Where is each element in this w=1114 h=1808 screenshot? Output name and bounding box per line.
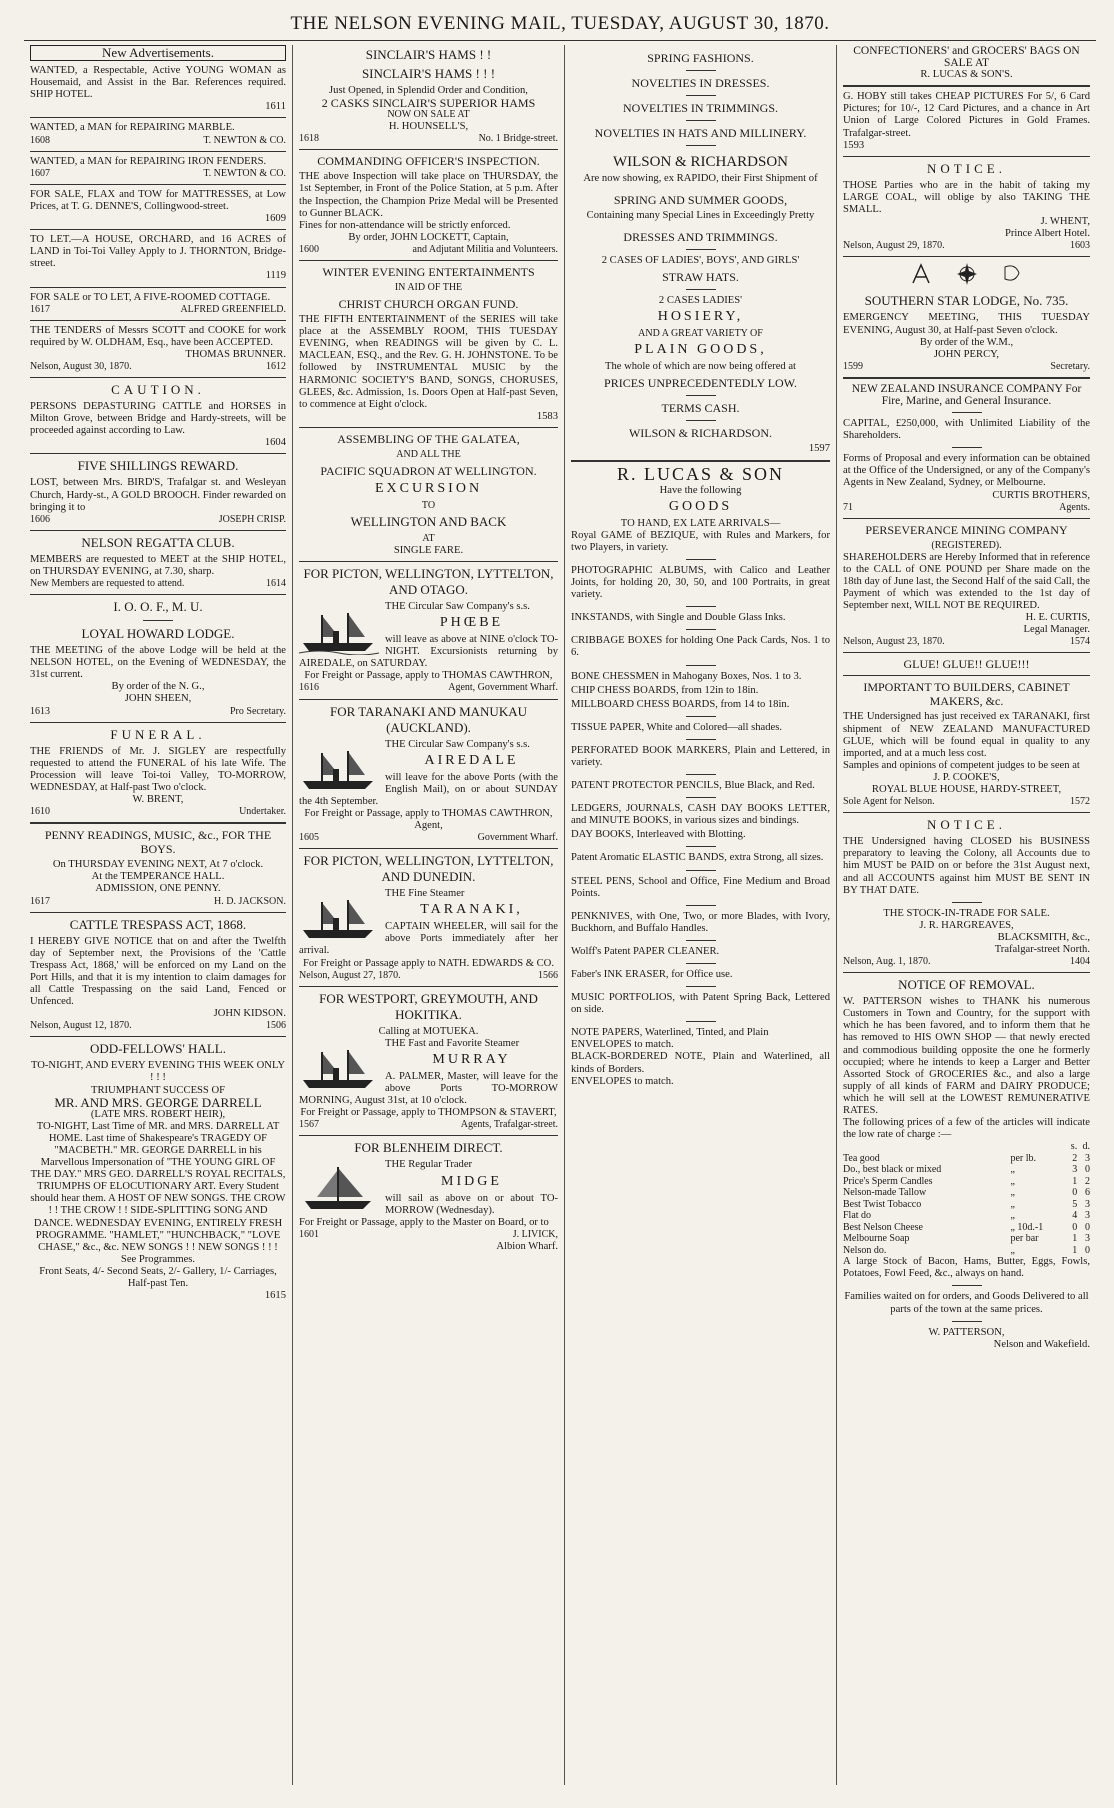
ad-iron-fenders: WANTED, a MAN for REPAIRING IRON FENDERS. 1607 T. NEWTON & CO. xyxy=(30,155,286,179)
list-item: Patent Aromatic ELASTIC BANDS, extra Strong, all sizes. xyxy=(571,852,824,864)
ad-flax: FOR SALE, FLAX and TOW for MATTRESSES, at Low Prices, at T. G. DENNE'S, Collingwood-street. 1609 xyxy=(30,188,286,225)
list-item: PENKNIVES, with One, Two, or more Blades, with Ivory, Buckhorn, and Buffalo Handles. xyxy=(571,910,830,934)
goods-list xyxy=(571,530,830,1088)
table-row: Best Nelson Cheese „ 10d.-1 0 0 xyxy=(843,1221,1090,1233)
ad-cottage: FOR SALE or TO LET, A FIVE-ROOMED COTTAGE. 1617 ALFRED GREENFIELD. xyxy=(30,291,286,315)
winter-heading: WINTER EVENING ENTERTAINMENTS xyxy=(322,265,535,280)
table-row: Melbourne Soap per bar 1 3 xyxy=(843,1233,1090,1245)
westport-heading: FOR WESTPORT, GREYMOUTH, AND HOKITIKA. xyxy=(319,990,538,1022)
new-ads-heading: New Advertisements. xyxy=(30,45,286,61)
column-4: CONFECTIONERS' and GROCERS' BAGS ON SALE AT R. LUCAS & SON'S. G. HOBY still takes CHEAP PICTURES For 5/, 6 Card Pictures; for 10/-, 12 Card Pictures, and a chance in Art Union of Large Colored Pictures in Gold Frames. Trafalgar-street. 1593 NOTICE. THOSE Parties who are in the habit of taking my LARGE COAL, will oblige by also TAKING THE SMALL. J. WHENT, Prince Albert Hotel. Nelson, August 29, 1870. 1603 SOUTHERN STAR LODGE, No. 735. EMERGENCY MEETING, THIS TUESDAY EVENING, August 30, at Half-past Seven o'clock. By order of the W.M., JOHN PERCY, 1599 Secretary. NEW ZEALAND INSURANCE COMPANY For Fire, Marine, and General Insurance. CAPITAL, £250,000, with Unlimited Liability of the Shareholders. Forms of Proposal and every information can be obtained at the Office of the Undersigned, or any of the Company's Agents in New Zealand, Sydney, or Melbourne. CURTIS BROTHERS, 71 Agents. PERSEVERANCE MINING COMPANY (REGISTERED). SHAREHOLDERS are Hereby Informed that in reference to the CALL of ONE POUND per Share made on the 18th day of June last, the Second Half of the said Call, the Payment of which was extended to the 1st day of September next, WILL NOT BE REQUIRED. H. E. CURTIS, Legal Manager. Nelson, August 23, 1870. 1574 GLUE! GLUE!! GLUE!!! IMPORTANT TO BUILDERS, CABINET MAKERS, &c. THE Undersigned has just received ex TARANAKI, first shipment of NEW ZEALAND MANUFACTURED GLUE, which will be found equal in quality to any imported, and at a much less cost. Samples and opinions of competent judges to be seen at J. P. COOKE'S, ROYAL BLUE HOUSE, HARDY-STREET, Sole Agent for Nelson. 1572 NOTICE. THE Undersigned having CLOSED his BUSINESS preparatory to leaving the Colony, all Accounts due to him MUST be PAID on or before the 31st August next, and all ACCOUNTS against him MUST BE SENT IN BY THAT DATE. THE STOCK-IN-TRADE FOR SALE. J. R. HARGREAVES, BLACKSMITH, &c., Trafalgar-street North. Nelson, Aug. 1, 1870. 1404 NOTICE OF REMOVAL. W. PATTERSON wishes to THANK his numerous Customers in Town and Country, for the support with which he has been favored, and to inform them that he has removed to HIS OWN SHOP — that newly erected and commodious building opposite the one he formerly occupied; where he intends to keep a Larger and Better Assorted Stock of GROCERIES &c., and also a large supply of all kinds of FARM and DAIRY PRODUCE; which he will sell at the LOWEST REMUNERATIVE RATES. The following prices of a few of the articles will indicate the low rate of charge :— s. d. Tea good per lb. 2 3 Do., best black or mixed „ 3 0 Price's Sperm Candles „ 1 2 Nelson-made Tallow „ 0 6 Best Twist Tobacco „ 5 3 Flat do „ 4 3 Best Nelson Cheese „ 10d.-1 0 0 Melbourne Soap per bar 1 3 Nelson do. „ 1 0 A large Stock of Bacon, Hams, Butter, Eggs, Fowls, Potatoes, Fowl Feed, &c., always on hand. Families waited on for orders, and Goods Delivered to all parts of the town at the same prices. W. PATTERSON, Nelson and Wakefield. xyxy=(836,45,1096,1785)
list-item: Royal GAME of BEZIQUE, with Rules and Markers, for two Players, in variety. xyxy=(571,529,830,553)
list-item: ENVELOPES to match. xyxy=(571,1039,674,1051)
funeral-heading: FUNERAL. xyxy=(110,726,206,742)
list-item: ENVELOPES to match. xyxy=(571,1075,674,1087)
list-item: PERFORATED BOOK MARKERS, Plain and Lettered, in variety. xyxy=(571,744,830,768)
caution-heading: CAUTION. xyxy=(111,382,205,398)
cattle-heading: CATTLE TRESPASS ACT, 1868. xyxy=(69,916,247,932)
table-row: Nelson do. „ 1 0 xyxy=(843,1244,1090,1256)
spring-fashions: SPRING FASHIONS. xyxy=(647,51,754,65)
taranaki-heading: FOR TARANAKI AND MANUKAU (AUCKLAND). xyxy=(330,703,527,735)
list-item: BONE CHESSMEN in Mahogany Boxes, Nos. 1 to 3. xyxy=(571,670,802,682)
list-item: INKSTANDS, with Single and Double Glass Inks. xyxy=(571,612,786,624)
glue-heading: GLUE! GLUE!! GLUE!!! xyxy=(903,657,1030,672)
steamship-icon xyxy=(299,890,379,942)
column-1: New Advertisements. WANTED, a Respectable, Active YOUNG WOMAN as Housemaid, and Assist in the Bar. References required. SHIP HOTEL. 1611 WANTED, a MAN for REPAIRING MARBLE. 1608 T. NEWTON & CO. WANTED, a MAN for REPAIRING IRON FENDERS. 1607 T. NEWTON & CO. FOR SALE, FLAX and TOW for MATTRESSES, at Low Prices, at T. G. DENNE'S, Collingwood-street. 1609 TO LET.—A HOUSE, ORCHARD, and 16 ACRES of LAND in Toi-Toi Valley Apply to J. THORNTON, Bridge-street. 1119 FOR SALE or TO LET, A FIVE-ROOMED COTTAGE. 1617 ALFRED GREENFIELD. THE TENDERS of Messrs SCOTT and COOKE for work required by W. OLDHAM, Esq., have been ACCEPTED. THOMAS BRUNNER. Nelson, August 30, 1870. 1612 CAUTION. PERSONS DEPASTURING CATTLE and HORSES in Milton Grove, between Bridge and Hardy-streets, will be proceeded against according to Law. 1604 FIVE SHILLINGS REWARD. LOST, between Mrs. BIRD'S, Trafalgar st. and Wesleyan Church, Hardy-st., A GOLD BROOCH. Finder rewarded on bringing it to 1606 JOSEPH CRISP. NELSON REGATTA CLUB. MEMBERS are requested to MEET at the SHIP HOTEL, on THURSDAY EVENING, at 7.30, sharp. New Members are requested to attend. 1614 I. O. O. F., M. U. LOYAL HOWARD LODGE. THE MEETING of the above Lodge will be held at the NELSON HOTEL, on the Evening of WEDNESDAY, the 31st current. By order of the N. G., JOHN SHEEN, 1613 Pro Secretary. FUNERAL. THE FRIENDS of Mr. J. SIGLEY are respectfully requested to attend the FUNERAL of his late Wife. The Procession will leave Toi-toi Valley, TO-MORROW, WEDNESDAY, at Half-past Two o'clock. W. BRENT, 1610 Undertaker. PENNY READINGS, MUSIC, &c., FOR THE BOYS. On THURSDAY EVENING NEXT, At 7 o'clock. At the TEMPERANCE HALL. ADMISSION, ONE PENNY. 1617 H. D. JACKSON. CATTLE TRESPASS ACT, 1868. I HEREBY GIVE NOTICE that on and after the Twelfth day of September next, the Provisions of the 'Cattle Trespass Act, 1868,' will be enforced on my Land on the Port Hills, and that it is my intention to claim damages for all Cattle Trespassing on the said Land, Fenced or Unfenced. JOHN KIDSON. Nelson, August 12, 1870. 1506 ODD-FELLOWS' HALL. TO-NIGHT, AND EVERY EVENING THIS WEEK ONLY ! ! ! TRIUMPHANT SUCCESS OF MR. AND MRS. GEORGE DARRELL (LATE MRS. ROBERT HEIR), TO-NIGHT, Last Time of MR. and MRS. DARRELL AT HOME. Last time of Shakespeare's TRAGEDY OF "MACBETH." MR. GEORGE DARRELL in his Marvellous Impersonation of "THE YOUNG GIRL OF THE DAY." MRS GEO. DARRELL'S ROYAL RECITALS, TRIUMPHS OF ELOCUTIONARY ART. Every Student should hear them. A HOST OF NEW SONGS. THE CROW ! ! THE CROW ! ! SIDE-SPLITTING SONG AND DANCE. WEDNESDAY EVENING, ENTIRELY FRESH PROGRAMME. "HAMLET," "HUNCHBACK," "LOVE CHASE," &c., &c. NEW SONGS ! ! NEW SONGS ! ! ! See Programmes. Front Seats, 4/- Second Seats, 2/- Gallery, 1/- Carriages, Half-past Ten. 1615 xyxy=(30,45,286,1302)
confectioners-ad: CONFECTIONERS' and GROCERS' BAGS ON SALE AT xyxy=(853,45,1080,70)
hoby-ad: G. HOBY still takes CHEAP PICTURES For 5/, 6 Card Pictures; for 10/-, 12 Card Pictures, and a chance in Art Union of Large Colored Pictures in Gold Frames. Trafalgar-street. xyxy=(843,91,1090,139)
dunedin-heading: FOR PICTON, WELLINGTON, LYTTELTON, AND DUNEDIN. xyxy=(303,853,554,885)
column-2: SINCLAIR'S HAMS ! ! SINCLAIR'S HAMS ! ! ! Just Opened, in Splendid Order and Condition, 2 CASKS SINCLAIR'S SUPERIOR HAMS NOW ON SALE AT H. HOUNSELL'S, 1618 No. 1 Bridge-street. COMMANDING OFFICER'S INSPECTION. THE above Inspection will take place on THURSDAY, the 1st September, in Front of the Police Station, at 5 p.m. After the Inspection, the Champion Prize Medal will be Presented to Gunner BLACK. Fines for non-attendance will be strictly enforced. By order, JOHN LOCKETT, Captain, 1600 and Adjutant Militia and Volunteers. WINTER EVENING ENTERTAINMENTS IN AID OF THE CHRIST CHURCH ORGAN FUND. THE FIFTH ENTERTAINMENT of the SERIES will take place at the ASSEMBLY ROOM, THIS TUESDAY EVENING, when READINGS will be given by C. L. MACLEAN, ESQ., and the Rev. G. H. JOHNSTONE. To be followed by INSTRUMENTAL MUSIC by the HARMONIC SOCIETY'S BAND, SONGS, CHORUSES, GLEES, &c. Admission, 1s. Doors Open at Half-past Seven, to commence at Eight o'clock. 1583 ASSEMBLING OF THE GALATEA, AND ALL THE PACIFIC SQUADRON AT WELLINGTON. EXCURSION TO WELLINGTON AND BACK AT SINGLE FARE. FOR PICTON, WELLINGTON, LYTTELTON, AND OTAGO. THE Circular Saw Company's s.s. PHŒBE will leave as above at NINE o'clock TO-NIGHT. Excursionists returning by AIREDALE, on SATURDAY. For Freight or Passage, apply to THOMAS CAWTHRON, 1616 Agent, Government Wharf. FOR TARANAKI AND MANUKAU (AUCKLAND). THE Circular Saw Company's s.s. AIREDALE will leave for the above Ports (with the English Mail), on or about SUNDAY the 4th September. For Freight or Passage, apply to THOMAS CAWTHRON, Agent, 1605 Government Wharf. FOR PICTON, WELLINGTON, LYTTELTON, AND DUNEDIN. THE Fine Steamer TARANAKI, CAPTAIN WHEELER, will sail for the above Ports immediately after her arrival. For Freight or Passage apply to NATH. EDWARDS & CO. Nelson, August 27, 1870. 1566 FOR WESTPORT, GREYMOUTH, AND HOKITIKA. Calling at MOTUEKA. THE Fast and Favorite Steamer MURRAY A. PALMER, Master, will leave for the above Ports TO-MORROW MORNING, August 31st, at 10 o'clock. For Freight or Passage, apply to THOMPSON & STAVERT, 1567 Agents, Trafalgar-street. FOR BLENHEIM DIRECT. THE Regular Trader MIDGE will sail as above on or about TO-MORROW (Wednesday). For Freight or Passage, apply to the Master on Board, or to 1601 J. LIVICK, Albion Wharf. xyxy=(292,45,564,1785)
price-list xyxy=(843,1141,1090,1256)
oddfellows-heading: ODD-FELLOWS' HALL. xyxy=(90,1041,226,1057)
picton-heading: FOR PICTON, WELLINGTON, LYTTELTON, AND OTAGO. xyxy=(303,565,554,597)
ad-marble: WANTED, a MAN for REPAIRING MARBLE. 1608 T. NEWTON & CO. xyxy=(30,122,286,146)
table-row: Flat do „ 4 3 xyxy=(843,1210,1090,1222)
list-item: NOTE PAPERS, Waterlined, Tinted, and Plain xyxy=(571,1027,769,1039)
blenheim-heading: FOR BLENHEIM DIRECT. xyxy=(354,1140,503,1156)
table-row: Tea good per lb. 2 3 xyxy=(843,1152,1090,1164)
penny-heading: PENNY READINGS, MUSIC, &c., FOR THE BOYS. xyxy=(44,828,272,857)
table-row: Price's Sperm Candles „ 1 2 xyxy=(843,1175,1090,1187)
lodge-heading: LOYAL HOWARD LODGE. xyxy=(81,626,235,642)
perseverance-heading: PERSEVERANCE MINING COMPANY xyxy=(865,522,1068,537)
list-item: BLACK-BORDERED NOTE, Plain and Waterlined, all kinds of Borders. xyxy=(571,1051,830,1075)
ad-to-let: TO LET.—A HOUSE, ORCHARD, and 16 ACRES of LAND in Toi-Toi Valley Apply to J. THORNTON, Bridge-street. 1119 xyxy=(30,234,286,282)
columns xyxy=(24,45,1096,1785)
lucas-heading: R. LUCAS & SON xyxy=(616,463,785,484)
steamship-icon xyxy=(299,741,379,793)
list-item: CRIBBAGE BOXES for holding One Pack Cards, Nos. 1 to 6. xyxy=(571,635,830,659)
notice2-heading: NOTICE. xyxy=(927,817,1006,833)
galatea-heading: ASSEMBLING OF THE GALATEA, xyxy=(337,431,520,446)
table-row: Nelson-made Tallow „ 0 6 xyxy=(843,1187,1090,1199)
iof-heading: I. O. O. F., M. U. xyxy=(113,599,203,615)
steamship-icon xyxy=(299,603,379,655)
sinclair-heading: SINCLAIR'S HAMS ! ! xyxy=(365,47,492,62)
list-item: LEDGERS, JOURNALS, CASH DAY BOOKS LETTER, and MINUTE BOOKS, in various sizes and bindings. xyxy=(571,803,830,827)
list-item: CHIP CHESS BOARDS, from 12in to 18in. xyxy=(571,684,759,696)
removal-heading: NOTICE OF REMOVAL. xyxy=(898,977,1035,993)
sailing-ship-icon xyxy=(299,1161,379,1213)
column-3: SPRING FASHIONS. NOVELTIES IN DRESSES. NOVELTIES IN TRIMMINGS. NOVELTIES IN HATS AND MILLINERY. WILSON & RICHARDSON Are now showing, ex RAPIDO, their First Shipment of SPRING AND SUMMER GOODS, Containing many Special Lines in Exceedingly Pretty DRESSES AND TRIMMINGS. 2 CASES OF LADIES', BOYS', AND GIRLS' STRAW HATS. 2 CASES LADIES' HOSIERY, AND A GREAT VARIETY OF PLAIN GOODS, The whole of which are now being offered at PRICES UNPRECEDENTEDLY LOW. TERMS CASH. WILSON & RICHARDSON. 1597 R. LUCAS & SON Have the following GOODS TO HAND, EX LATE ARRIVALS— Royal GAME of BEZIQUE, with Rules and Markers, for two Players, in variety. PHOTOGRAPHIC ALBUMS, with Calico and Leather Joints, for holding 20, 30, 50, and 100 Portraits, in great variety. INKSTANDS, with Single and Double Glass Inks. CRIBBAGE BOXES for holding One Pack Cards, Nos. 1 to 6. BONE CHESSMEN in Mahogany Boxes, Nos. 1 to 3. CHIP CHESS BOARDS, from 12in to 18in. MILLBOARD CHESS BOARDS, from 14 to 18in. TISSUE PAPER, White and Colored—all shades. PERFORATED BOOK MARKERS, Plain and Lettered, in variety. PATENT PROTECTOR PENCILS, Blue Black, and Red. LEDGERS, JOURNALS, CASH DAY BOOKS LETTER, and MINUTE BOOKS, in various sizes and bindings. DAY BOOKS, Interleaved with Blotting. Patent Aromatic ELASTIC BANDS, extra Strong, all sizes. STEEL PENS, School and Office, Fine Medium and Broad Points. PENKNIVES, with One, Two, or more Blades, with Ivory, Buckhorn, and Buffalo Handles. Wolff's Patent PAPER CLEANER. Faber's INK ERASER, for Office use. MUSIC PORTFOLIOS, with Patent Spring Back, Lettered on side. NOTE PAPERS, Waterlined, Tinted, and Plain ENVELOPES to match. BLACK-BORDERED NOTE, Plain and Waterlined, all kinds of Borders. ENVELOPES to match. xyxy=(564,45,836,1785)
southern-star-heading: SOUTHERN STAR LODGE, No. 735. xyxy=(864,293,1069,309)
notice-heading: NOTICE. xyxy=(927,160,1006,176)
list-item: TISSUE PAPER, White and Colored—all shades. xyxy=(571,721,782,733)
list-item: MUSIC PORTFOLIOS, with Patent Spring Back, Lettered on side. xyxy=(571,992,830,1016)
masonic-emblem-icon xyxy=(843,261,1091,287)
table-row: Do., best black or mixed „ 3 0 xyxy=(843,1164,1090,1176)
masthead: THE NELSON EVENING MAIL, TUESDAY, AUGUST 30, 1870. xyxy=(24,12,1096,41)
regatta-heading: NELSON REGATTA CLUB. xyxy=(81,534,235,550)
insurance-heading: NEW ZEALAND INSURANCE COMPANY For Fire, Marine, and General Insurance. xyxy=(851,382,1082,407)
list-item: STEEL PENS, School and Office, Fine Medium and Broad Points. xyxy=(571,875,830,899)
list-item: Wolff's Patent PAPER CLEANER. xyxy=(571,945,720,957)
wilson-richardson-name: WILSON & RICHARDSON xyxy=(612,154,788,170)
ad-tenders: THE TENDERS of Messrs SCOTT and COOKE for work required by W. OLDHAM, Esq., have been ACCEPTED. THOMAS BRUNNER. Nelson, August 30, 1870. 1612 xyxy=(30,324,286,372)
list-item: MILLBOARD CHESS BOARDS, from 14 to 18in. xyxy=(571,698,790,710)
list-item: PATENT PROTECTOR PENCILS, Blue Black, and Red. xyxy=(571,780,815,792)
list-item: PHOTOGRAPHIC ALBUMS, with Calico and Leather Joints, for holding 20, 30, 50, and 100 Portraits, in great variety. xyxy=(571,564,830,601)
list-item: DAY BOOKS, Interleaved with Blotting. xyxy=(571,829,746,841)
price-list-header: s. d. xyxy=(1070,1141,1090,1153)
reward-heading: FIVE SHILLINGS REWARD. xyxy=(77,458,239,474)
steamship-icon xyxy=(299,1040,379,1092)
inspection-heading: COMMANDING OFFICER'S INSPECTION. xyxy=(317,154,540,169)
ad-housemaid: WANTED, a Respectable, Active YOUNG WOMAN as Housemaid, and Assist in the Bar. References required. SHIP HOTEL. 1611 xyxy=(30,65,286,113)
table-row: Best Twist Tobacco „ 5 3 xyxy=(843,1198,1090,1210)
list-item: Faber's INK ERASER, for Office use. xyxy=(571,969,733,980)
